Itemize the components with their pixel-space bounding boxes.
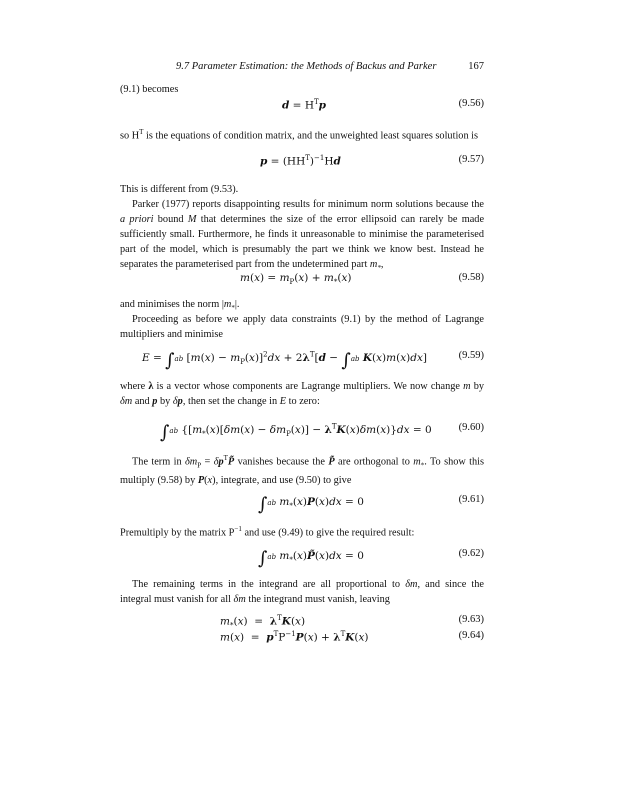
paragraph: This is different from (9.53). xyxy=(120,184,239,195)
equation-number: (9.56) xyxy=(458,98,484,109)
equation-math: ∫ab $m_*(x)P̃(x)dx = 0$ xyxy=(258,548,364,569)
equation-9-62 xyxy=(120,548,484,569)
equation-math: $m(x) = m_P(x) + m_*(x)$ xyxy=(240,272,352,287)
equation-9-61 xyxy=(120,494,484,515)
equation-9-58 xyxy=(120,272,484,290)
running-header xyxy=(120,61,484,75)
equation-math: ∫ab $m_*(x)P(x)dx = 0$ xyxy=(258,494,364,515)
equation-math: ∫ab {$[m_*(x)[\delta m(x) - \delta m_P(x)] - \lambda^TK(x)\delta m(x)\}dx = 0$ xyxy=(160,422,432,443)
equation-9-60 xyxy=(120,422,484,443)
paragraph: (9.1) becomes xyxy=(120,84,179,95)
equation-9-59 xyxy=(120,350,484,371)
equation-number: (9.58) xyxy=(458,272,484,283)
equation-math: $m(x) = p^TP^{-1}P(x) + \lambda^TK(x)$ xyxy=(220,630,369,644)
paragraph: where λ is a vector whose components are Lagrange multipliers. We now change m by δm and p by δp, then set the change in E to zero: xyxy=(120,381,485,407)
equation-number: (9.63) xyxy=(458,614,484,625)
equation-9-57 xyxy=(120,154,484,172)
paragraph: Parker (1977) reports disappointing results for minimum norm solutions because the a priori bound M that determines the size of the error ellipsoid can rarely be made sufficiently small. Furthermore, he finds it unreasonable to minimise the parameterised part of the model, which is presumably the part we think we know best. Instead he separates the parameterised part from the undetermined part $m_*$, xyxy=(120,199,485,273)
paragraph: and minimises the norm $|m_*|$. xyxy=(120,299,240,313)
equation-math: $d = H^Tp$ xyxy=(282,98,326,112)
equation-number: (9.57) xyxy=(458,154,484,165)
equation-number: (9.59) xyxy=(458,350,484,361)
paragraph: Proceeding as before we apply data constraints (9.1) by the method of Lagrange multipliers and minimise xyxy=(120,314,484,340)
equation-math: E = ∫ab $[m(x) - m_P(x)]^2dx + 2\lambda^T[d - \int ab$ K(x)m(x)dx] xyxy=(142,350,427,371)
equation-number: (9.64) xyxy=(458,630,484,641)
equation-math: $p = (HH^T)^{-1}Hd$ xyxy=(260,154,341,168)
equation-number: (9.62) xyxy=(458,548,484,559)
paragraph: The remaining terms in the integrand are all proportional to δm, and since the integral must vanish for all δm the integrand must vanish, leaving xyxy=(120,579,485,605)
paragraph: The term in $\delta m_P$ = $\delta p^TP̃$ vanishes because the P̃ are orthogonal to $m_*$. To show this multiply (9.58) by P(x), integrate, and use (9.50) to give xyxy=(120,454,485,487)
paragraph: so $H^T$ is the equations of condition matrix, and the unweighted least squares solution is xyxy=(120,128,479,142)
page-number: 167 xyxy=(468,61,484,72)
equation-number: (9.60) xyxy=(458,422,484,433)
paragraph: Premultiply by the matrix $P^{-1}$ and use (9.49) to give the required result: xyxy=(120,525,415,539)
equation-math: $m_*(x) = \lambda^TK(x)$ xyxy=(220,614,306,630)
equation-9-64 xyxy=(120,630,484,648)
section-title: 9.7 Parameter Estimation: the Methods of Backus and Parker xyxy=(176,61,437,72)
equation-number: (9.61) xyxy=(458,494,484,505)
equation-9-56 xyxy=(120,98,484,116)
